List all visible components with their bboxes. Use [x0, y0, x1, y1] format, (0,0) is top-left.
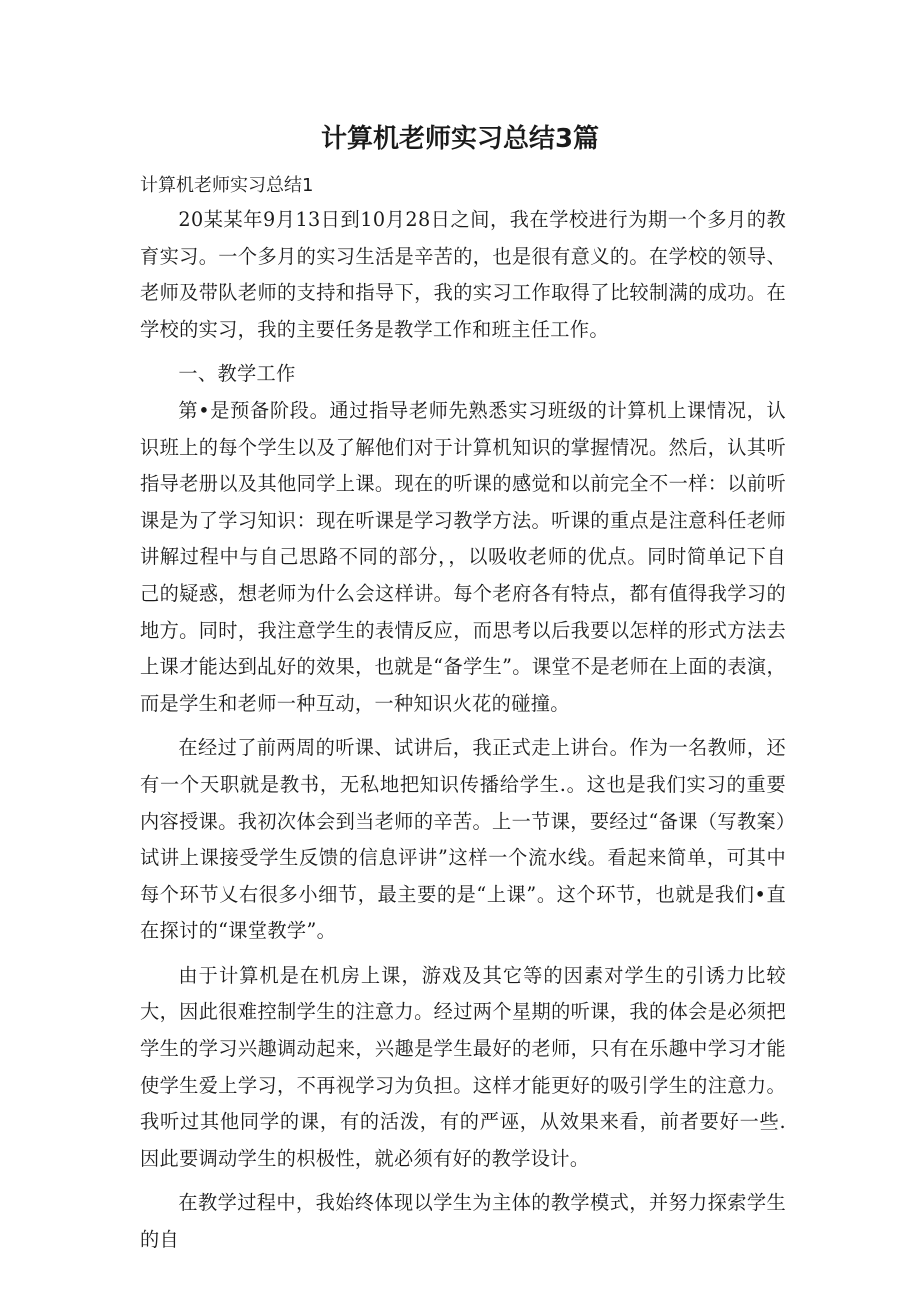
paragraph-teaching-process: 在教学过程中，我始终体现以学生为主体的教学模式，并努力探索学生的自 [140, 1191, 786, 1252]
paragraph-computer-room: 由于计算机是在机房上课，游戏及其它等的因素对学生的引诱力比较大，因此很难控制学生的注意力。经过两个星期的听课，我的体会是必须把学生的学习兴趣调动起来，兴趣是学生最好的老师，只有在乐趣中学习才能使学生爱上学习，不再视学习为负担。这样才能更好的吸引学生的注意力。我听过其他同学的课，有的活泼，有的严诬，从效果来看，前者要好一些.因此要调动学生的枳极性，就必须有好的教学设计。 [140, 963, 786, 1170]
document-body [140, 202, 786, 1259]
paragraph-intro: 20某某年9月13日到10月28日之间，我在学校进行为期一个多月的教育实习。一个多月的实习生活是辛苦的，也是很有意义的。在学校的领导、老师及带队老师的支持和指导下，我的实习工作取得了比较制满的成功。在学校的实习，我的主要任务是教学工作和班主任工作。 [140, 208, 786, 341]
paragraph-preparation: 第•是预备阶段。通过指导老师先熟悉实习班级的计算机上课情况，认识班上的每个学生以及了解他们对于计算机知识的掌握情况。然后，认其听指导老册以及其他同学上课。现在的听课的感觉和以前完全不一样：以前听课是为了学习知识：现在听课是学习教学方法。听课的重点是注意科任老师讲解过程中与自己思路不同的部分，，以吸收老师的优点。同时简单记下自己的疑惑，想老师为什么会这样讲。每个老府各有特点，都有值得我学习的地方。同时，我注意学生的表情反应，而思考以后我要以怎样的形式方法去上课才能达到乩好的效果，也就是“备学生”。课堂不是老师在上面的表演，而是学生和老师一种互动，一种知识火花的碰撞。 [140, 398, 786, 715]
section-subtitle: 计算机老师实习总结1 [140, 175, 314, 196]
section-heading-teaching: 一、教学工作 [178, 362, 296, 386]
document-title: 计算机老师实习总结3篇 [320, 124, 600, 154]
paragraph-teaching-start: 在经过了前两周的听课、试讲后，我正式走上讲台。作为一名教师，还有一个天职就是教书，无私地把知识传播给学生.。这也是我们实习的重要内容授课。我初次体会到当老师的辛苦。上一节课，要经过“备课（写教案）试讲上课接受学生反馈的信息评讲”这样一个流水线。看起来简单，可其中每个环节乂右很多小细节，最主要的是“上课”。这个环节，也就是我们•直在探讨的“课堂教学”。 [140, 736, 786, 943]
